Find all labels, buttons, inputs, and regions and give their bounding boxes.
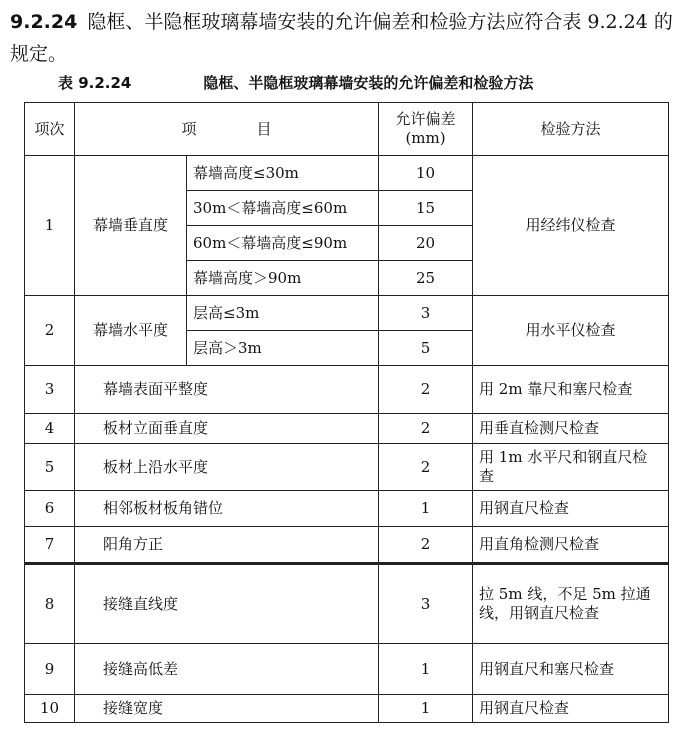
row-item: 板材立面垂直度 xyxy=(75,414,379,444)
row-condition: 层高＞3m xyxy=(187,331,379,366)
row-item: 接缝直线度 xyxy=(75,564,379,644)
row-tolerance: 2 xyxy=(379,366,473,414)
row-tolerance: 20 xyxy=(379,226,473,261)
header-tolerance-unit: (mm) xyxy=(405,129,446,147)
table-row xyxy=(25,156,669,191)
row-method: 拉 5m 线，不足 5m 拉通线，用钢直尺检查 xyxy=(473,564,669,644)
row-seq: 3 xyxy=(25,366,75,414)
row-condition: 30m＜幕墙高度≤60m xyxy=(187,191,379,226)
row-tolerance: 1 xyxy=(379,491,473,527)
tolerance-table xyxy=(24,102,669,723)
row-method: 用经纬仪检查 xyxy=(473,156,669,296)
table-header-row xyxy=(25,103,669,156)
table-caption xyxy=(58,72,678,93)
row-method: 用垂直检测尺检查 xyxy=(473,414,669,444)
intro-paragraph xyxy=(10,6,680,70)
row-item: 接缝宽度 xyxy=(75,695,379,723)
row-tolerance: 2 xyxy=(379,414,473,444)
table-row xyxy=(25,527,669,564)
row-seq: 9 xyxy=(25,644,75,695)
row-tolerance: 1 xyxy=(379,695,473,723)
row-tolerance: 3 xyxy=(379,564,473,644)
row-seq: 1 xyxy=(25,156,75,296)
row-tolerance: 5 xyxy=(379,331,473,366)
row-condition: 层高≤3m xyxy=(187,296,379,331)
clause-text: 隐框、半隐框玻璃幕墙安装的允许偏差和检验方法应符合表 9.2.24 的规定。 xyxy=(10,11,673,65)
row-seq: 2 xyxy=(25,296,75,366)
row-method: 用钢直尺和塞尺检查 xyxy=(473,644,669,695)
row-item: 幕墙表面平整度 xyxy=(75,366,379,414)
row-method: 用 1m 水平尺和钢直尺检查 xyxy=(473,444,669,491)
table-row xyxy=(25,444,669,491)
row-tolerance: 15 xyxy=(379,191,473,226)
row-condition: 幕墙高度≤30m xyxy=(187,156,379,191)
table-row xyxy=(25,366,669,414)
row-tolerance: 25 xyxy=(379,261,473,296)
row-seq: 6 xyxy=(25,491,75,527)
row-item: 板材上沿水平度 xyxy=(75,444,379,491)
row-seq: 4 xyxy=(25,414,75,444)
table-row xyxy=(25,695,669,723)
row-seq: 10 xyxy=(25,695,75,723)
header-tolerance-label: 允许偏差 xyxy=(395,110,456,128)
row-item: 幕墙垂直度 xyxy=(75,156,187,296)
row-seq: 5 xyxy=(25,444,75,491)
row-method: 用钢直尺检查 xyxy=(473,491,669,527)
row-tolerance: 2 xyxy=(379,444,473,491)
row-item: 相邻板材板角错位 xyxy=(75,491,379,527)
table-row xyxy=(25,296,669,331)
row-method: 用钢直尺检查 xyxy=(473,695,669,723)
row-tolerance: 2 xyxy=(379,527,473,564)
row-tolerance: 1 xyxy=(379,644,473,695)
header-item: 项 目 xyxy=(75,103,379,156)
row-seq: 8 xyxy=(25,564,75,644)
row-condition: 60m＜幕墙高度≤90m xyxy=(187,226,379,261)
row-method: 用直角检测尺检查 xyxy=(473,527,669,564)
row-item: 幕墙水平度 xyxy=(75,296,187,366)
row-item: 阳角方正 xyxy=(75,527,379,564)
row-seq: 7 xyxy=(25,527,75,564)
table-title: 隐框、半隐框玻璃幕墙安装的允许偏差和检验方法 xyxy=(203,74,534,92)
table-row xyxy=(25,491,669,527)
row-item: 接缝高低差 xyxy=(75,644,379,695)
row-method: 用 2m 靠尺和塞尺检查 xyxy=(473,366,669,414)
table-row xyxy=(25,414,669,444)
table-row xyxy=(25,644,669,695)
clause-number: 9.2.24 xyxy=(10,11,78,33)
table-row xyxy=(25,564,669,644)
header-tolerance xyxy=(379,103,473,156)
row-condition: 幕墙高度＞90m xyxy=(187,261,379,296)
row-method: 用水平仪检查 xyxy=(473,296,669,366)
header-method: 检验方法 xyxy=(473,103,669,156)
row-tolerance: 10 xyxy=(379,156,473,191)
header-seq: 项次 xyxy=(25,103,75,156)
row-tolerance: 3 xyxy=(379,296,473,331)
table-number: 表 9.2.24 xyxy=(58,74,132,92)
